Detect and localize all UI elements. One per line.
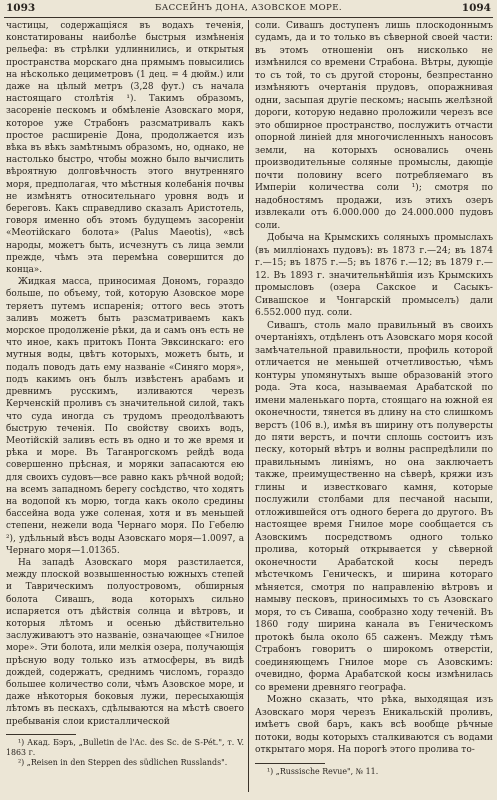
footnote: ¹) „Russische Revue", № 11. [267,766,379,776]
paragraph: Жидкая масса, приносимая Дономъ, гораздо больше, по объему, той, которую Азовское море теряетъ путемъ испаренія; оттого весь этотъ заливъ можетъ быть разсматриваемъ какъ морское продолженіе рѣки, да и самъ онъ есть не что иное, какъ притокъ Понта Эвксинскаго: его мутныя воды, цвѣтъ которыхъ, можетъ быть, и подалъ поводъ дать ему названіе «Синяго моря», подъ какимъ онъ былъ извѣстенъ арабамъ и древнимъ русскимъ, изливаются черезъ Керченскій проливъ съ значительной силой, такъ что суда иногда съ трудомъ преодолѣваютъ быструю теченія. По свойству своихъ водъ, Меотійскій заливъ есть въ одно и то же время и рѣка и море. Въ Таганрогскомъ рейдѣ вода совершенно прѣсная, и моряки запасаются ею для своихъ судовъ—все равно какъ рѣчной водой; на всемъ западномъ берегу сосѣдство, что ходятъ на водопой къ морю, тогда какъ около средины бассейна вода уже соленая, хотя и въ меньшей степени, нежели вода Чернаго моря. По Гебелю ²), удѣльный вѣсъ воды Азовскаго моря—1.0097, а Чернаго моря—1.01365. [6,277,244,556]
page-header [0,2,497,18]
paragraph: соли. Сивашъ доступенъ лишь плоскодоннымъ судамъ, да и то только въ сѣверной своей части: въ этомъ отношеніи онъ нисколько не измѣнился со времени Страбона. Вѣтры, дующіе то съ той, то съ другой стороны, безпрестанно измѣняютъ очертанія прудовъ, опоражнивая одни, засыпая другіе пескомъ; насыпь желѣзной дороги, которую недавно проложили черезъ все это обширное пространство, послужитъ отчасти опорной линіей для многочисленныхъ наносовъ земли, на которыхъ основались очень производительные соляные промыслы, дающіе почти половину всего потребляемаго въ Имперіи количества соли ¹); смотря по надобностямъ продажи, изъ этихъ озеръ извлекали отъ 6.000.000 до 24.000.000 пудовъ соли. [255,21,493,231]
column-divider [248,20,249,792]
paragraph: Сивашъ, столь мало правильный въ своихъ очертаніяхъ, отдѣленъ отъ Азовскаго моря косой замѣчательной правильности, профиль которой отличается не меньшей отчетливостью, чѣмъ контуры упомянутыхъ выше образованій этого рода. Эта коса, называемая Арабатской по имени маленькаго порта, стоящаго на южной ея оконечности, тянется въ длину на сто слишкомъ верстъ (106 в.), имѣя въ ширину отъ полуверсты до пяти верстъ, и почти сплошь состоитъ изъ песку, который вѣтръ и волны распредѣлили по правильнымъ линіямъ, но она заключаетъ также, преимущественно на сѣверѣ, кряжи изъ глины и известковаго камня, которые послужили столбами для песчаной насыпи, отложившейся отъ одного берега до другого. Въ настоящее время Гнилое море сообщается съ Азовскимъ посредствомъ одного только пролива, который открывается у сѣверной оконечности Арабатской косы передъ мѣстечкомъ Геническъ, и ширина котораго мѣняется, смотря по направленію вѣтровъ и намыву песковъ, приносимыхъ то съ Азовскаго моря, то съ Сиваша, сообразно ходу теченій. Въ 1860 году ширина канала въ Геническомъ протокѣ была около 65 саженъ. Между тѣмъ Страбонъ говоритъ о широкомъ отверстіи, соединяющемъ Гнилое море съ Азовскимъ: очевидно, форма Арабатской косы измѣнилась со времени древняго географа. [255,320,493,693]
footnote-rule [6,734,76,735]
running-title: БАССЕЙНЪ ДОНА, АЗОВСКОЕ МОРЕ. [154,3,343,13]
paragraph: Можно сказать, что рѣка, выходящая изъ Азовскаго моря черезъ Еникальскій проливъ, имѣетъ свой баръ, какъ всѣ вообще рѣчные потоки, воды которыхъ сталкиваются съ водами открытаго моря. На порогѣ этого пролива то- [255,695,493,756]
header-rule [4,17,493,18]
left-column [6,20,244,768]
page-number-left: 1093 [6,2,36,14]
footnote-rule [255,763,325,764]
footnote: ²) „Reisen in den Steppen des südlichen Russlands". [18,757,228,767]
page-number-right: 1094 [461,2,491,14]
right-column [255,20,493,777]
paragraph: Добыча на Крымскихъ соляныхъ промыслахъ (въ милліонахъ пудовъ): въ 1873 г.—24; въ 1874 г.—15; въ 1875 г.—5; въ 1876 г.—12; въ 1879 г.—12. Въ 1893 г. значительнѣйшія изъ Крымскихъ промысловъ (озера Сакское и Сасыкъ-Сивашское и Чонгарскій промыселъ) дали 6.552.000 пуд. соли. [255,233,493,319]
footnote: ¹) Акад. Бэръ, „Bulletin de l'Ac. des Sc. de S-Pét.", т. V. 1863 г. [6,737,244,757]
paragraph: На западѣ Азовскаго моря разстилается, между плоской возвышенностью южныхъ степей и Таврическимъ полуостровомъ, обширныя болота Сивашъ, вода которыхъ сильно испаряется отъ дѣйствія солнца и вѣтровъ, и которыя лѣтомъ и осенью дѣйствительно заслуживаютъ это названіе, означающее «Гнилое море». Эти болота, или мелкія озера, получающія прѣсную воду только изъ атмосферы, въ видѣ дождей, содержатъ, среднимъ числомъ, гораздо большее количество соли, чѣмъ Азовское море, и даже нѣкоторыя боковыя лужи, пересыхающія лѣтомъ въ пескахъ, сдѣлываются на мѣстѣ своего пребыванія слои кристаллической [6,557,244,727]
paragraph: частицы, содержащіяся въ водахъ теченія, констатированы наиболѣе быстрыя измѣненія рельефа: въ стрѣлки удлиннились, и открытыя пространства морскаго дна прямымъ повысились на нѣсколько дециметровъ (1 дец. = 4 дюйм.) или даже на цѣлый метръ (3,28 фут.) съ начала настоящаго столѣтія ¹). Такимъ образомъ, засореніе пескомъ и обмѣленіе Азовскаго моря, которое уже Страбонъ разсматривалъ какъ простое расширеніе Дона, продолжается изъ вѣка въ вѣкъ замѣтнымъ образомъ, но, однако, не настолько быстро, чтобы можно было вычислить вѣроятную долговѣчность этого внутренняго моря, предполагая, что мѣстныя колебанія почвы не измѣнятъ относительнаго уровня водъ и береговъ. Какъ справедливо сказалъ Аристотель, говоря именно объ этомъ будущемъ засореніи «Меотійскаго болота» (Palus Maeotis), «всѣ народы, можетъ быть, исчезнутъ съ лица земли прежде, чѣмъ эта перемѣна совершится до конца». [6,21,244,276]
